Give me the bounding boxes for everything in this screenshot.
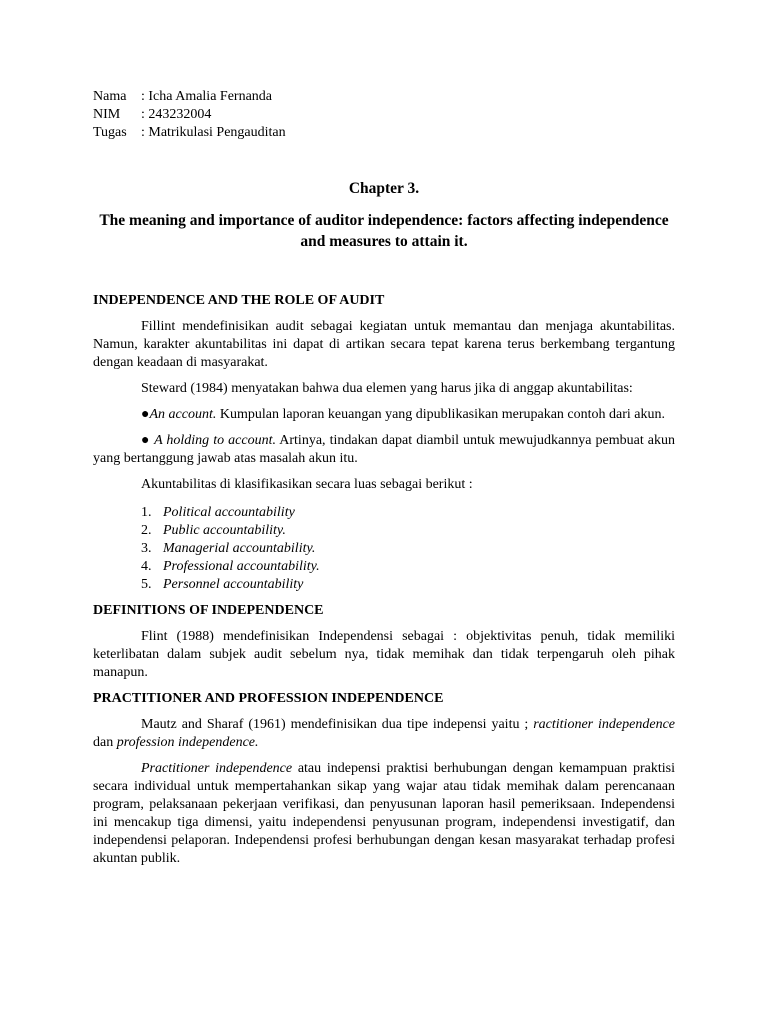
- bullet-text: Kumpulan laporan keuangan yang dipublikasikan merupakan contoh dari akun.: [216, 407, 665, 422]
- bullet-marker: ●: [141, 407, 150, 422]
- list-text: Professional accountability.: [163, 559, 320, 574]
- list-number: 1.: [141, 505, 152, 520]
- identity-label: Nama: [93, 89, 127, 104]
- document-title: The meaning and importance of auditor independence: factors affecting independence and measures to attain it.: [99, 212, 669, 250]
- identity-label: NIM: [93, 107, 121, 122]
- accountability-list: [93, 504, 675, 594]
- chapter-title: Chapter 3.: [348, 180, 420, 197]
- identity-row-nama: [93, 88, 286, 106]
- section-heading-definitions: DEFINITIONS OF INDEPENDENCE: [93, 603, 324, 618]
- list-item: [93, 576, 675, 594]
- paragraph: Fillint mendefinisikan audit sebagai kegiatan untuk memantau dan menjaga akuntabilitas. Namun, karakter akuntabilitas ini dapat di artikan secara tepat karena terus berkembang tergantung dengan keadaan di masyarakat.: [93, 319, 675, 370]
- identity-block: [93, 88, 286, 142]
- paragraph-text: atau indepensi praktisi berhubungan dengan kemampuan praktisi secara individual untuk mempertahankan sikap yang wajar atau tidak memihak dalam perencanaan program, pelaksanaan pekerjaan verifikasi, dan penyusunan laporan hasil pemeriksaan. Independensi ini mencakup tiga dimensi, yaitu independensi penyusunan program, independensi investigatif, dan independensi pelaporan. Independensi profesi berhubungan dengan kesan masyarakat terhadap profesi akuntan publik.: [93, 761, 675, 866]
- list-number: 5.: [141, 577, 152, 592]
- document-body: [93, 292, 675, 868]
- list-item: [93, 522, 675, 540]
- identity-row-tugas: [93, 124, 286, 142]
- list-text: Public accountability.: [163, 523, 286, 538]
- paragraph: Steward (1984) menyatakan bahwa dua elemen yang harus jika di anggap akuntabilitas:: [141, 381, 633, 396]
- list-number: 4.: [141, 559, 152, 574]
- identity-row-nim: [93, 106, 286, 124]
- italic-term: Practitioner independence: [141, 761, 293, 776]
- italic-term: profession independence.: [116, 735, 259, 750]
- paragraph: Flint (1988) mendefinisikan Independensi sebagai : objektivitas penuh, tidak memiliki keterlibatan dalam subjek audit sebelum nya, tidak memihak dan tidak terpengaruh oleh pihak manapun.: [93, 629, 675, 680]
- paragraph-text: dan: [93, 735, 117, 750]
- list-item: [93, 558, 675, 576]
- identity-value: : Matrikulasi Pengauditan: [141, 125, 286, 140]
- section-heading-independence-role: INDEPENDENCE AND THE ROLE OF AUDIT: [93, 293, 385, 308]
- list-text: Personnel accountability: [163, 577, 304, 592]
- bullet-text: Artinya, tindakan dapat diambil untuk mewujudkannya pembuat akun yang bertanggung jawab atas masalah akun itu.: [93, 433, 675, 466]
- bullet-term: An account.: [149, 407, 217, 422]
- section-heading-practitioner: PRACTITIONER AND PROFESSION INDEPENDENCE: [93, 691, 444, 706]
- list-text: Managerial accountability.: [163, 541, 316, 556]
- paragraph: [93, 716, 675, 752]
- list-item: [93, 504, 675, 522]
- identity-value: : Icha Amalia Fernanda: [141, 89, 273, 104]
- list-number: 3.: [141, 541, 152, 556]
- paragraph: [93, 760, 675, 868]
- bullet-term: A holding to account.: [154, 433, 276, 448]
- identity-value: : 243232004: [141, 107, 212, 122]
- identity-label: Tugas: [93, 125, 127, 140]
- paragraph-text: Mautz and Sharaf (1961) mendefinisikan dua tipe indepensi yaitu ;: [141, 717, 534, 732]
- bullet-marker: ●: [141, 433, 155, 448]
- paragraph: Akuntabilitas di klasifikasikan secara luas sebagai berikut :: [141, 477, 473, 492]
- list-number: 2.: [141, 523, 152, 538]
- bullet-item: [93, 406, 675, 424]
- bullet-item: [93, 432, 675, 468]
- italic-term: ractitioner independence: [533, 717, 675, 732]
- list-item: [93, 540, 675, 558]
- list-text: Political accountability: [163, 505, 295, 520]
